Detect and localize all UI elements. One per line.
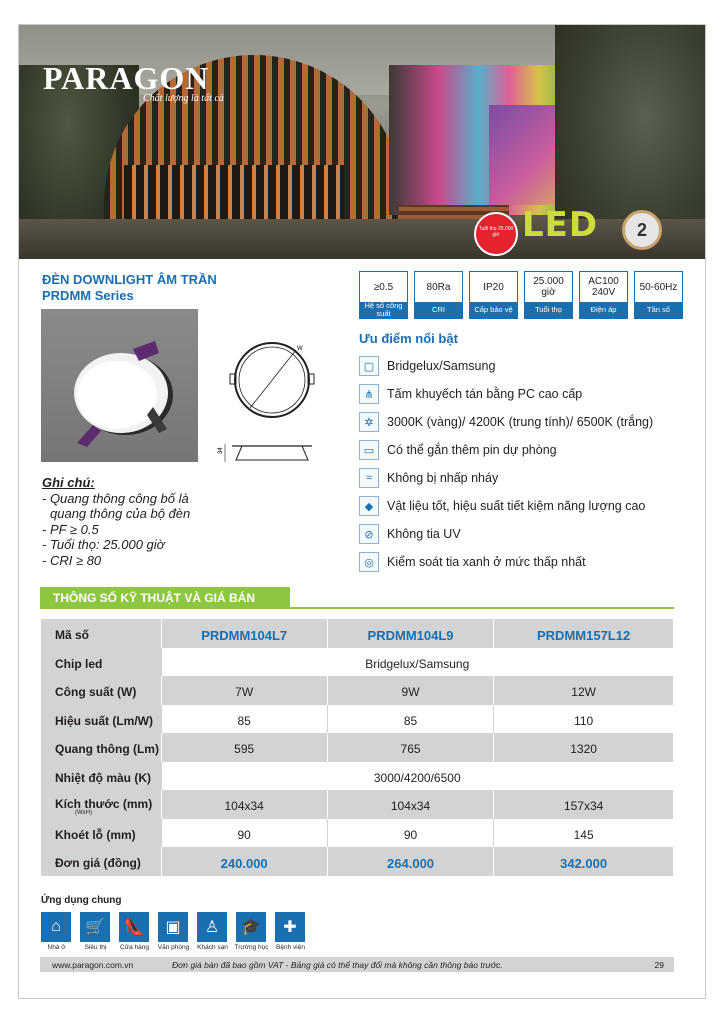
downlight-image xyxy=(63,337,173,447)
table-row xyxy=(41,705,673,734)
table-cell: 90 xyxy=(327,819,493,848)
note-line: - PF ≥ 0.5 xyxy=(42,521,99,537)
logo-tagline: Chất lượng là tất cả xyxy=(143,93,224,104)
application-label: Khách sạn xyxy=(197,944,228,951)
spec-label: Điện áp xyxy=(580,302,627,318)
row-label: Công suất (W) xyxy=(41,676,161,705)
lifetime-badge: Tuổi thọ 25.000 giờ xyxy=(474,212,518,256)
row-label: Đơn giá (đồng) xyxy=(41,847,161,876)
advantages-title: Ưu điểm nổi bật xyxy=(359,331,458,346)
advantage-text: Vật liệu tốt, hiệu suất tiết kiệm năng lượng cao xyxy=(387,499,646,513)
table-cell: 1320 xyxy=(494,733,673,762)
spec-label: Cấp bảo vệ xyxy=(470,302,517,318)
list-item xyxy=(359,408,653,436)
spec-value: 50-60Hz xyxy=(639,281,678,293)
advantage-text: Bridgelux/Samsung xyxy=(387,359,496,373)
product-photo xyxy=(41,309,198,462)
table-row xyxy=(41,733,673,762)
model-header: PRDMM104L9 xyxy=(327,619,493,648)
spec-box-voltage xyxy=(579,271,628,319)
diamond-icon: ◆ xyxy=(359,496,379,516)
table-cell: 157x34 xyxy=(494,790,673,819)
spec-label: Hệ số công suất xyxy=(360,302,407,318)
warranty-badge: 2 xyxy=(622,210,662,250)
row-label-text: Kích thước (mm) xyxy=(55,796,153,811)
notes xyxy=(42,475,190,568)
row-label: Chip led xyxy=(41,648,161,677)
list-item xyxy=(359,548,653,576)
application-label: Văn phòng xyxy=(157,944,190,951)
price-cell: 342.000 xyxy=(494,847,673,876)
advantage-text: 3000K (vàng)/ 4200K (trung tính)/ 6500K (trắng) xyxy=(387,415,654,429)
table-row xyxy=(41,762,673,791)
table-row xyxy=(41,790,673,819)
list-item xyxy=(359,436,653,464)
application-item xyxy=(119,912,150,951)
spec-value: AC100 240V xyxy=(588,276,619,298)
color-temperature-icon: ✲ xyxy=(359,412,379,432)
table-cell: 7W xyxy=(161,676,327,705)
footer-note: Đơn giá bán đã bao gồm VAT - Bảng giá có thể thay đổi mà không cần thông báo trước. xyxy=(172,959,503,970)
list-item xyxy=(359,352,653,380)
spec-box-cri xyxy=(414,271,463,319)
list-item xyxy=(359,520,653,548)
paragon-logo xyxy=(43,60,243,104)
blue-light-icon: ◎ xyxy=(359,552,379,572)
cart-icon: 🛒 xyxy=(80,912,110,942)
advantage-text: Không tia UV xyxy=(387,527,461,541)
house-icon: ⌂ xyxy=(41,912,71,942)
notes-heading: Ghi chú: xyxy=(42,475,95,490)
table-cell: 85 xyxy=(327,705,493,734)
application-item xyxy=(236,912,267,951)
no-uv-icon: ⊘ xyxy=(359,524,379,544)
product-series: PRDMM Series xyxy=(42,288,134,303)
advantage-text: Kiểm soát tia xanh ở mức thấp nhất xyxy=(387,555,586,569)
note-line: - Quang thông công bố là xyxy=(42,490,189,506)
price-cell: 264.000 xyxy=(327,847,493,876)
row-sublabel: (WxH) xyxy=(75,809,92,816)
application-label: Siêu thị xyxy=(84,944,107,951)
row-label: Mã số xyxy=(41,619,161,648)
application-label: Trường học xyxy=(234,944,269,951)
list-item xyxy=(359,492,653,520)
row-label: Hiệu suất (Lm/W) xyxy=(41,705,161,734)
advantages-list xyxy=(359,352,653,576)
applications-list xyxy=(41,912,306,951)
table-row xyxy=(41,819,673,848)
table-cell: 595 xyxy=(161,733,327,762)
office-icon: ▣ xyxy=(158,912,188,942)
footer-url[interactable]: www.paragon.com.vn xyxy=(52,959,134,970)
table-cell: 104x34 xyxy=(161,790,327,819)
spec-box-frequency xyxy=(634,271,683,319)
spec-boxes xyxy=(359,271,683,319)
footer xyxy=(40,957,674,972)
spec-value: IP20 xyxy=(483,281,504,293)
row-label: Khoét lỗ (mm) xyxy=(41,819,161,848)
table-cell: 12W xyxy=(494,676,673,705)
drawing-w-label: W xyxy=(297,346,303,352)
page-number: 29 xyxy=(654,959,664,970)
note-line: quang thông của bộ đèn xyxy=(50,506,191,521)
hospital-cross-icon: ✚ xyxy=(275,912,305,942)
row-label: Quang thông (Lm) xyxy=(41,733,161,762)
spec-label: Tần số xyxy=(635,302,682,318)
note-line: - Tuổi thọ: 25.000 giờ xyxy=(42,537,165,552)
table-cell: 85 xyxy=(161,705,327,734)
price-cell: 240.000 xyxy=(161,847,327,876)
spec-price-table xyxy=(41,619,673,876)
table-row xyxy=(41,619,673,648)
application-label: Bệnh viện xyxy=(276,944,305,951)
application-item xyxy=(197,912,228,951)
row-label xyxy=(41,790,161,819)
advantage-text: Có thể gắn thêm pin dự phòng xyxy=(387,443,557,457)
table-cell: 110 xyxy=(494,705,673,734)
advantage-text: Không bị nhấp nháy xyxy=(387,471,499,485)
table-cell: 3000/4200/6500 xyxy=(161,762,673,791)
table-cell: Bridgelux/Samsung xyxy=(161,648,673,677)
spec-value: 80Ra xyxy=(426,281,451,293)
spec-box-power-factor xyxy=(359,271,408,319)
table-cell: 145 xyxy=(494,819,673,848)
application-item xyxy=(80,912,111,951)
table-cell: 9W xyxy=(327,676,493,705)
battery-icon: ▭ xyxy=(359,440,379,460)
no-flicker-icon: ≈ xyxy=(359,468,379,488)
table-cell: 90 xyxy=(161,819,327,848)
advantage-text: Tấm khuyếch tán bằng PC cao cấp xyxy=(387,387,583,401)
table-row xyxy=(41,847,673,876)
model-header: PRDMM157L12 xyxy=(494,619,673,648)
table-row xyxy=(41,676,673,705)
drawing-h-label: 34 xyxy=(218,447,224,454)
spec-value: ≥0.5 xyxy=(373,281,394,293)
spec-box-ip xyxy=(469,271,518,319)
spec-value: 25.000 giờ xyxy=(533,276,564,298)
spec-label: Tuổi thọ xyxy=(525,302,572,318)
application-item xyxy=(41,912,72,951)
bellhop-icon: ♙ xyxy=(197,912,227,942)
application-label: Cửa hàng xyxy=(120,944,149,951)
product-title xyxy=(42,272,217,304)
graduation-cap-icon: 🎓 xyxy=(236,912,266,942)
application-label: Nhà ở xyxy=(47,944,66,951)
table-cell: 104x34 xyxy=(327,790,493,819)
application-item xyxy=(275,912,306,951)
spec-label: CRI xyxy=(415,302,462,318)
chip-icon: ▢ xyxy=(359,356,379,376)
product-title-line1: ĐÈN DOWNLIGHT ÂM TRẦN xyxy=(42,272,217,287)
applications-title: Ứng dụng chung xyxy=(41,895,122,906)
row-label: Nhiệt độ màu (K) xyxy=(41,762,161,791)
list-item xyxy=(359,380,653,408)
note-line: - CRI ≥ 80 xyxy=(42,552,102,568)
table-cell: 765 xyxy=(327,733,493,762)
table-row xyxy=(41,648,673,677)
shoe-icon: 👠 xyxy=(119,912,149,942)
section-title: THÔNG SỐ KỸ THUẬT VÀ GIÁ BÁN xyxy=(40,587,290,609)
led-logo: LED xyxy=(522,205,599,245)
model-header: PRDMM104L7 xyxy=(161,619,327,648)
section-header xyxy=(40,587,674,609)
application-item xyxy=(158,912,189,951)
logo-text: PARAGON xyxy=(43,60,210,96)
technical-drawing xyxy=(220,330,330,470)
diffuser-icon: ⋔ xyxy=(359,384,379,404)
spec-box-lifetime xyxy=(524,271,573,319)
list-item xyxy=(359,464,653,492)
